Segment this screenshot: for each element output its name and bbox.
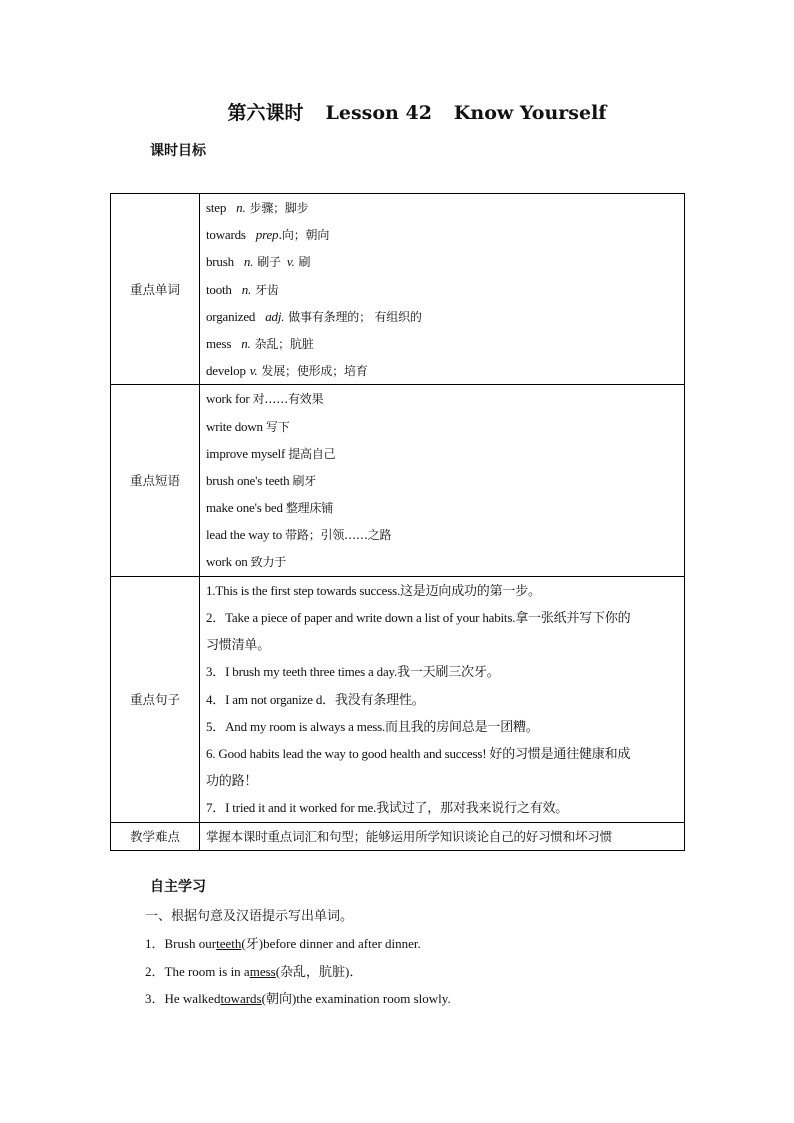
difficulty-label: 教学难点	[111, 822, 200, 850]
sentence-item: 4．I am not organize d．我没有条理性。	[206, 691, 425, 707]
phrases-row	[111, 385, 685, 576]
words-label: 重点单词	[111, 194, 200, 385]
difficulty-row	[111, 822, 685, 850]
word-item: develop v. 发展；使形成；培育	[206, 363, 368, 379]
phrase-item: write down 写下	[206, 418, 290, 434]
sentence-item: 5．And my room is always a mess.而且我的房间总是一团糟。	[206, 718, 539, 734]
sentence-item: 习惯清单。	[206, 637, 271, 653]
objectives-heading: 课时目标	[150, 143, 206, 159]
title-topic: Know Yourself	[453, 102, 607, 124]
sentence-item: 7．I tried it and it worked for me.我试过了，那对我来说行之有效。	[206, 800, 569, 816]
objectives-table	[110, 193, 685, 851]
exercise-question-1: 1．Brush ourteeth(牙)before dinner and after dinner.	[145, 936, 421, 951]
sentences-label: 重点句子	[111, 576, 200, 822]
sentence-item: 3．I brush my teeth three times a day.我一天刷三次牙。	[206, 664, 500, 680]
phrase-item: work on 致力于	[206, 554, 287, 570]
phrases-label: 重点短语	[111, 385, 200, 576]
words-row	[111, 194, 685, 385]
word-item: mess n. 杂乱；肮脏	[206, 335, 314, 351]
title-chinese: 第六课时	[227, 102, 304, 124]
answer-3: towards	[220, 991, 262, 1006]
phrase-item: brush one's teeth 刷牙	[206, 472, 317, 488]
phrases-content	[200, 385, 685, 576]
phrase-item: improve myself 提高自己	[206, 445, 336, 461]
sentence-item: 功的路！	[206, 773, 258, 789]
answer-1: teeth	[216, 936, 242, 951]
page-title	[0, 98, 794, 125]
sentence-item: 6. Good habits lead the way to good health and success! 好的习惯是通往健康和成	[206, 745, 631, 761]
title-lesson: Lesson 42	[325, 102, 432, 124]
sentence-item: 2．Take a piece of paper and write down a list of your habits.拿一张纸并写下你的	[206, 609, 631, 625]
sentence-item: 1.This is the first step towards success.这是迈向成功的第一步。	[206, 582, 541, 598]
self-study-heading: 自主学习	[150, 879, 206, 895]
word-item: organized adj. 做事有条理的； 有组织的	[206, 308, 422, 324]
exercise-instruction: 一、根据句意及汉语提示写出单词。	[145, 908, 354, 923]
word-item: towards prep.向；朝向	[206, 227, 330, 243]
word-item: step n. 步骤；脚步	[206, 200, 309, 215]
sentences-row	[111, 576, 685, 822]
phrase-item: lead the way to 带路；引领……之路	[206, 527, 392, 543]
difficulty-text: 掌握本课时重点词汇和句型；能够运用所学知识谈论自己的好习惯和坏习惯	[206, 828, 612, 844]
word-item: brush n. 刷子 v. 刷	[206, 254, 311, 270]
difficulty-content	[200, 822, 685, 850]
words-content	[200, 194, 685, 385]
word-item: tooth n. 牙齿	[206, 281, 279, 297]
exercise-question-3: 3．He walkedtowards(朝向)the examination room slowly.	[145, 991, 451, 1006]
phrase-item: work for 对……有效果	[206, 391, 324, 407]
phrase-item: make one's bed 整理床铺	[206, 500, 334, 516]
answer-2: mess	[249, 964, 276, 979]
exercise-question-2: 2．The room is in amess(杂乱，肮脏)．	[145, 964, 363, 979]
sentences-content	[200, 576, 685, 822]
